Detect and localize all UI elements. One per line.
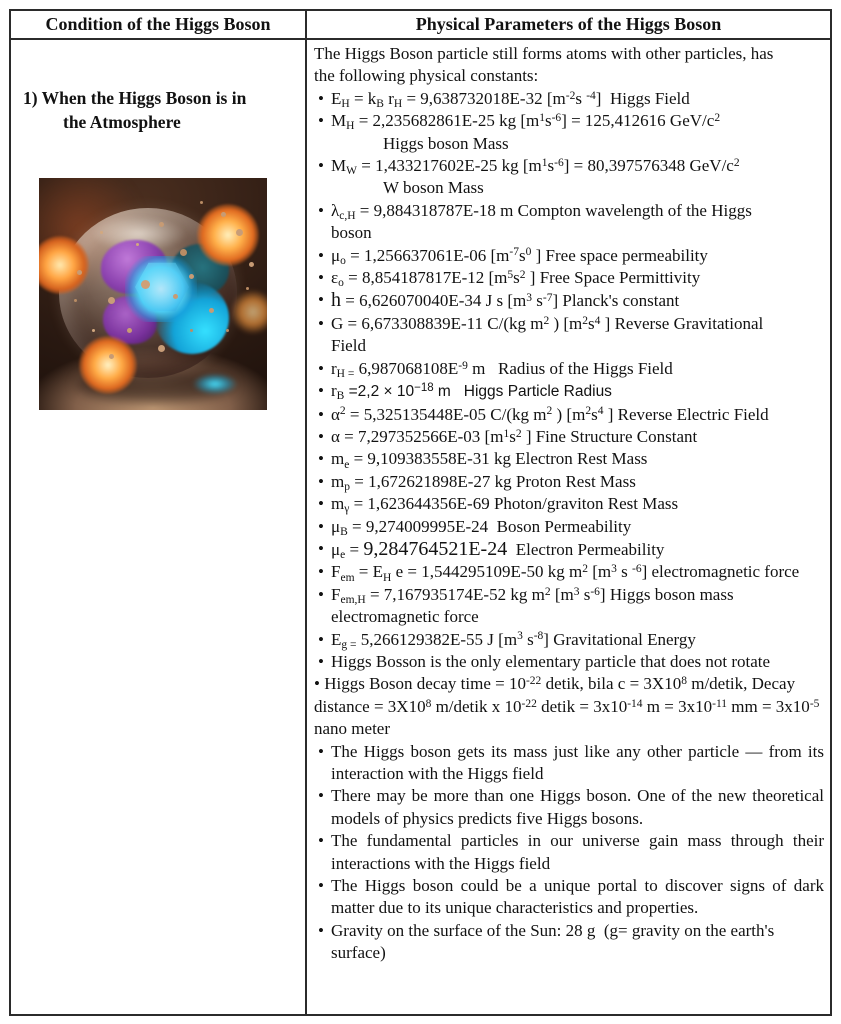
orange-glow-top-right (197, 204, 259, 266)
parameters-cell (307, 40, 830, 1014)
higgs-boson-illustration (39, 178, 267, 410)
header-condition: Condition of the Higgs Boson (11, 11, 307, 38)
document-table (9, 9, 832, 1016)
parameter-item: • The Higgs boson could be a unique portal to discover signs of dark matter due to its unique characteristics and properties. (314, 875, 824, 920)
parameter-item: • $\mu_B = 9,274009995E-24$ Boson Permeability (314, 516, 824, 538)
parameter-item: • $M_W = 1,433217602E-25$ kg $[m^1s^{-6}] = 80,397576348$ GeV/$c^2$ (314, 155, 824, 177)
parameter-item: • $m_p = 1,672621898E-27$ kg Proton Rest Mass (314, 471, 824, 493)
parameter-list (314, 88, 824, 965)
parameter-item: • $m_\gamma = 1,623644356E-69$ Photon/graviton Rest Mass (314, 493, 824, 515)
parameter-item: Higgs boson Mass (383, 133, 509, 153)
parameter-item: • $E_H = k_B$ $r_H = 9,638732018E-32$ [$m^{-2}s$ $^{-4}$] Higgs Field (314, 88, 824, 110)
parameter-item: • $E_{g =}$ 5,266129382E-55 J [$m^3$ $s^{-8}$] Gravitational Energy (314, 629, 824, 651)
parameter-item: • $r_{H =}$ $6,987068108E^{-9}$ m Radius of the Higgs Field (314, 358, 824, 380)
parameter-item: • G = 6,673308839E-11 C/(kg $m^2$ ) [$m^2s^4$ ] Reverse Gravitational Field (314, 313, 824, 358)
molecule-dots (39, 178, 44, 183)
parameter-item: • $\mu_e = 9,284764521E-24$ Electron Permeability (314, 538, 824, 561)
cyan-floor-glow (185, 370, 245, 398)
table-body-row (11, 40, 830, 1014)
parameter-item: • Higgs Bosson is the only elementary particle that does not rotate (314, 651, 824, 673)
orange-glow-right (231, 290, 267, 334)
orange-glow-bottom-left (79, 336, 137, 394)
parameter-item: • The Higgs boson gets its mass just like any other particle — from its interaction with the Higgs field (314, 741, 824, 786)
parameter-item: • $\mu_o = 1,256637061E-06$ [$m^{-7}s^0$ ] Free space permeability (314, 245, 824, 267)
header-parameters: Physical Parameters of the Higgs Boson (415, 14, 722, 34)
parameter-item: • The fundamental particles in our universe gain mass through their interactions with the Higgs field (314, 830, 824, 875)
parameter-item: • $r_B =2,2 \times 10^{-18}$ m Higgs Particle Radius (314, 380, 824, 403)
parameter-item: • $\alpha^2 = 5,325135448E-05$ C/(kg $m^2$ ) [$m^2s^4$ ] Reverse Electric Field (314, 404, 824, 426)
parameter-item: • Gravity on the surface of the Sun: 28 g (g= gravity on the earth's surface) (314, 920, 824, 965)
parameter-item: • There may be more than one Higgs boson. One of the new theoretical models of physics predicts five Higgs bosons. (314, 785, 824, 830)
parameter-item: • $\lambda_{c,H} = 9,884318787E-18$ m Compton wavelength of the Higgs boson (314, 200, 824, 245)
parameter-item: • α = 7,297352566E-03 [$m^1s^2$ ] Fine Structure Constant (314, 426, 824, 448)
condition-title-line2: the Atmosphere (63, 112, 181, 132)
parameter-item: • h = 6,626070040E-34 J s [$m^3$ $s^{-7}$] Planck's constant (314, 289, 824, 312)
condition-title-line1: 1) When the Higgs Boson is in (23, 88, 247, 108)
table-header-row (11, 11, 830, 40)
parameter-item: • $M_H = 2,235682861E-25$ kg $[m^1s^{-6}] = 125,412616$ GeV/$c^2$ (314, 110, 824, 132)
condition-title (11, 86, 305, 134)
parameter-item: W boson Mass (383, 178, 484, 198)
parameter-item: • $F_{em,H} = 7,167935174E-52$ kg $m^2$ [$m^3$ $s^{-6}$] Higgs boson mass electromagnetic force (314, 584, 824, 629)
parameter-item: • Higgs Boson decay time = $10^{-22}$ detik, bila $c = 3X10^8$ m/detik, Decay distance = $3X10^8$ m/detik x $10^{-22}$ detik = $3x10^{-14}$ $m = 3x10^{-11}$ mm = $3x10^{-5}$ nano meter (314, 674, 820, 739)
intro-paragraph: The Higgs Boson particle still forms atoms with other particles, has the following physical constants: (314, 44, 774, 86)
condition-cell (11, 40, 307, 1014)
parameter-item: • $m_e = 9,109383558E-31$ kg Electron Rest Mass (314, 448, 824, 470)
parameter-item: • $\varepsilon_o = 8,854187817E-12$ [$m^5s^2$ ] Free Space Permittivity (314, 267, 824, 289)
parameter-item: • $F_{em} = E_H$ e = 1,544295109E-50 kg $m^2$ [$m^3$ s $^{-6}$] electromagnetic force (314, 561, 824, 583)
